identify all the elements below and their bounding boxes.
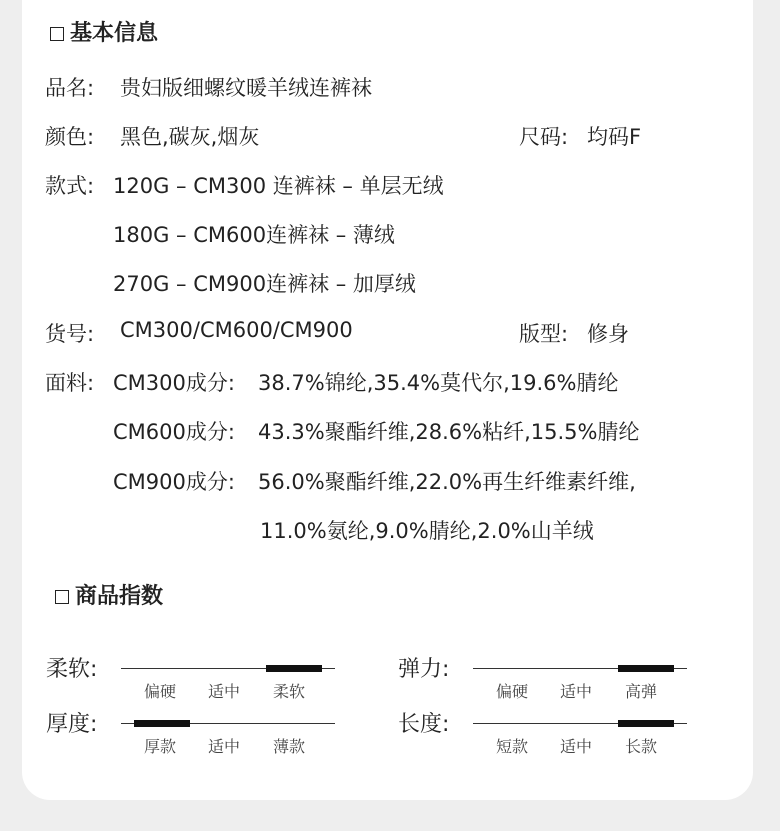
rating-tick-label: 偏硬	[144, 682, 177, 701]
rating-tick-label: 短款	[496, 737, 529, 756]
fabric-composition: 38.7%锦纶,35.4%莫代尔,19.6%腈纶	[258, 371, 619, 395]
rating-tick-label: 适中	[208, 682, 241, 701]
rating-label: 柔软:	[46, 657, 98, 682]
rating-tick-label: 薄款	[273, 737, 306, 756]
rating-tick-label: 适中	[208, 737, 241, 756]
style-line: 120G – CM300 连裤袜 – 单层无绒	[113, 174, 444, 198]
rating-level-marker	[618, 720, 674, 727]
color-label: 颜色:	[45, 125, 95, 149]
sku-label: 货号:	[45, 322, 95, 346]
rating-level-marker	[134, 720, 190, 727]
rating-tick-label: 适中	[560, 682, 593, 701]
fabric-model: CM900成分:	[113, 470, 235, 494]
rating-tick-label: 偏硬	[496, 682, 529, 701]
sku-value: CM300/CM600/CM900	[120, 318, 353, 342]
rating-level-marker	[266, 665, 322, 672]
rating-tick-label: 柔软	[273, 682, 306, 701]
fabric-label: 面料:	[45, 371, 95, 395]
rating-label: 长度:	[398, 712, 450, 737]
style-line: 270G – CM900连裤袜 – 加厚绒	[113, 272, 416, 296]
fabric-composition: 43.3%聚酯纤维,28.6%粘纤,15.5%腈纶	[258, 420, 640, 444]
fabric-composition: 11.0%氨纶,9.0%腈纶,2.0%山羊绒	[260, 519, 594, 543]
product-name-label: 品名:	[45, 76, 95, 100]
basic-info-heading	[50, 16, 158, 47]
rating-tick-label: 长款	[625, 737, 658, 756]
rating-tick-label: 厚款	[144, 737, 177, 756]
style-label: 款式:	[45, 174, 95, 198]
fit-label: 版型:	[519, 322, 569, 346]
rating-label: 厚度:	[46, 712, 98, 737]
basic-info-title: 基本信息	[70, 21, 159, 46]
fit-value: 修身	[587, 322, 629, 346]
rating-label: 弹力:	[398, 657, 450, 682]
checkbox-square-icon	[50, 27, 64, 41]
product-index-title: 商品指数	[75, 584, 164, 609]
style-line: 180G – CM600连裤袜 – 薄绒	[113, 223, 395, 247]
product-index-heading	[55, 579, 163, 610]
product-name-value: 贵妇版细螺纹暖羊绒连裤袜	[120, 76, 372, 100]
size-value: 均码F	[587, 125, 642, 149]
color-value: 黑色,碳灰,烟灰	[120, 125, 260, 149]
fabric-model: CM300成分:	[113, 371, 235, 395]
rating-tick-label: 适中	[560, 737, 593, 756]
rating-level-marker	[618, 665, 674, 672]
rating-tick-label: 高弹	[625, 682, 658, 701]
fabric-composition: 56.0%聚酯纤维,22.0%再生纤维素纤维,	[258, 470, 636, 494]
checkbox-square-icon	[55, 590, 69, 604]
fabric-model: CM600成分:	[113, 420, 235, 444]
size-label: 尺码:	[519, 125, 569, 149]
